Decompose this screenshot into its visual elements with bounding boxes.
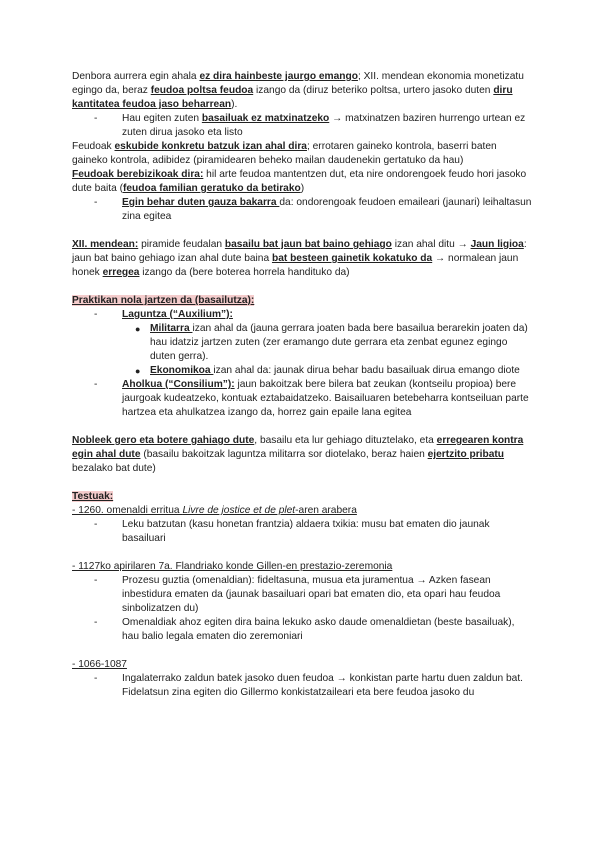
list-item: - Leku batzutan (kasu honetan frantzia) aldaera txikia: musu bat ematen dio jaunak basailuari <box>94 519 490 544</box>
text-heading-1066: - 1066-1087 <box>72 659 127 670</box>
paragraph-nobles-power: Nobleek gero eta botere gahiago dute, basailu eta lur gehiago dituztelako, eta erregearen kontra egin ahal dute (basailu bakoitzak laguntza militarra sor diotelako, beraz haien ejertzito pribatu bezalako bat dute) <box>72 435 524 474</box>
dash-item-auxilium: - Laguntza (“Auxilium”): <box>94 309 233 320</box>
paragraph-concrete-rights: Feudoak eskubide konkretu batzuk izan ahal dira; errotaren gaineko kontrola, baserri baten gaineko kontrola, adibidez (piramidearen beheko mailan daudenekin gertatuko da hau) <box>72 141 497 166</box>
bullet-item-economic: ● Ekonomikoa izan ahal da: jaunak dirua behar badu basailuak dirua emango diote <box>135 365 520 376</box>
list-item: - Omenaldiak ahoz egiten dira baina lekuko asko daude omenaldietan (beste basailuak), hau balio legala ematen dio zeremoniari <box>94 617 515 642</box>
text-heading-1127: - 1127ko apirilaren 7a. Flandriako konde Gillen-en prestazio-zeremonia <box>72 561 393 572</box>
bullet-item-military: ● Militarra izan ahal da (jauna gerrara joaten bada bere basailua berarekin joaten da) hau idatziz jartzen zuten (zer eramango dute gerrara eta zenbat egunez egingo duten gerra). <box>135 323 528 362</box>
dash-item-loyalty-oath: - Egin behar duten gauza bakarra da: ondorengoak feudoen emaileari (jaunari) leihaltasun zina egitea <box>94 197 532 222</box>
dash-item-rebellion: - Hau egiten zuten basailuak ez matxinatzeko → matxinatzen baziren hurrengo urtean ez zuten dirua jasoko eta listo <box>94 113 526 138</box>
bullet-icon: ● <box>135 366 141 376</box>
document-page <box>72 70 534 700</box>
list-item: - Ingalaterrako zaldun batek jasoko duen feudoa → konkistan parte hartu duen zaldun bat. Fidelatsun zina egiten dio Gillermo konkistatzaileari eta bere feudoa jasoko du <box>94 673 523 698</box>
list-item: - Prozesu guztia (omenaldian): fideltasuna, musua eta juramentua → Azken fasean inbestidura ematen da (jaunak basailuari opari bat ematen dio, eta opari hau feudoa sinbolizatzen du) <box>94 575 501 614</box>
paragraph-hereditary: Feudoak berebizikoak dira: hil arte feudoa mantentzen dut, eta nire ondorengoek feudo hori jasoko dute baita (feudoa familian geratuko da betirako) <box>72 169 527 194</box>
section-heading-practice: Praktikan nola jartzen da (basailutza): <box>72 295 255 306</box>
paragraph-monetization: Denbora aurrera egin ahala ez dira hainbeste jaurgo emango; XII. mendean ekonomia monetizatu egingo da, beraz feudoa poltsa feudoa izango da (diruz beteriko poltsa, urtero jasoko duten diru kantitatea feudoa jaso beharrean). <box>72 71 524 110</box>
text-heading-1260: - 1260. omenaldi erritua Livre de jostice et de plet-aren arabera <box>72 505 357 516</box>
dash-item-consilium: - Aholkua (“Consilium”): jaun bakoitzak bere bilera bat zeukan (kontseilu propioa) bere jaurgoak kudeatzeko, kontuak eztabaidatzeko. Baisailuaren betebeharra kontseiluan parte hartzea eta ahulkatzea izango da, horrez gain epaile lana egitea <box>94 379 529 418</box>
bullet-icon: ● <box>135 324 141 334</box>
paragraph-liege-lord: XII. mendean: piramide feudalan basailu bat jaun bat baino gehiago izan ahal ditu → Jaun ligioa: jaun bat baino gehiago izan ahal dute baina bat besteen gainetik kokatuko da → normalean jaun honek erregea izango da (bere boterea horrela handituko da) <box>72 239 527 278</box>
section-heading-texts: Testuak: <box>72 491 114 502</box>
